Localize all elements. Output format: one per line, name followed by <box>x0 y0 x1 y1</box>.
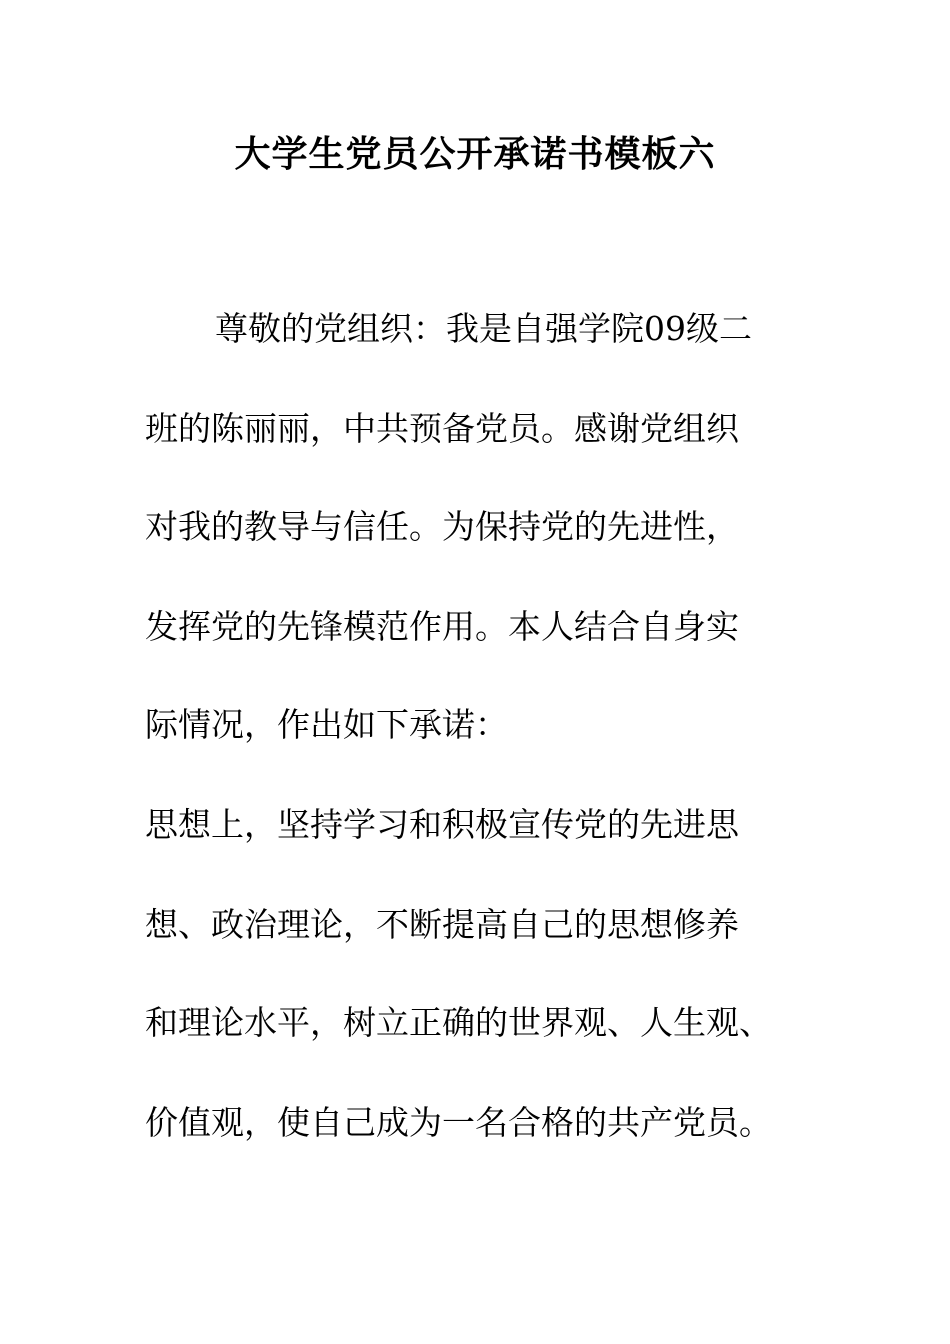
body-line: 尊敬的党组织：我是自强学院09级二 <box>215 309 752 348</box>
body-line: 价值观，使自己成为一名合格的共产党员。 <box>145 1103 772 1142</box>
body-line: 际情况，作出如下承诺： <box>145 705 508 744</box>
document-title: 大学生党员公开承诺书模板六 <box>234 133 716 175</box>
body-line: 班的陈丽丽，中共预备党员。感谢党组织 <box>145 409 739 448</box>
body-line: 思想上，坚持学习和积极宣传党的先进思 <box>145 805 739 844</box>
body-line: 发挥党的先锋模范作用。本人结合自身实 <box>145 607 739 646</box>
body-line: 想、政治理论，不断提高自己的思想修养 <box>145 905 739 944</box>
body-line: 和理论水平，树立正确的世界观、人生观、 <box>145 1003 772 1042</box>
body-line: 对我的教导与信任。为保持党的先进性， <box>145 507 739 546</box>
